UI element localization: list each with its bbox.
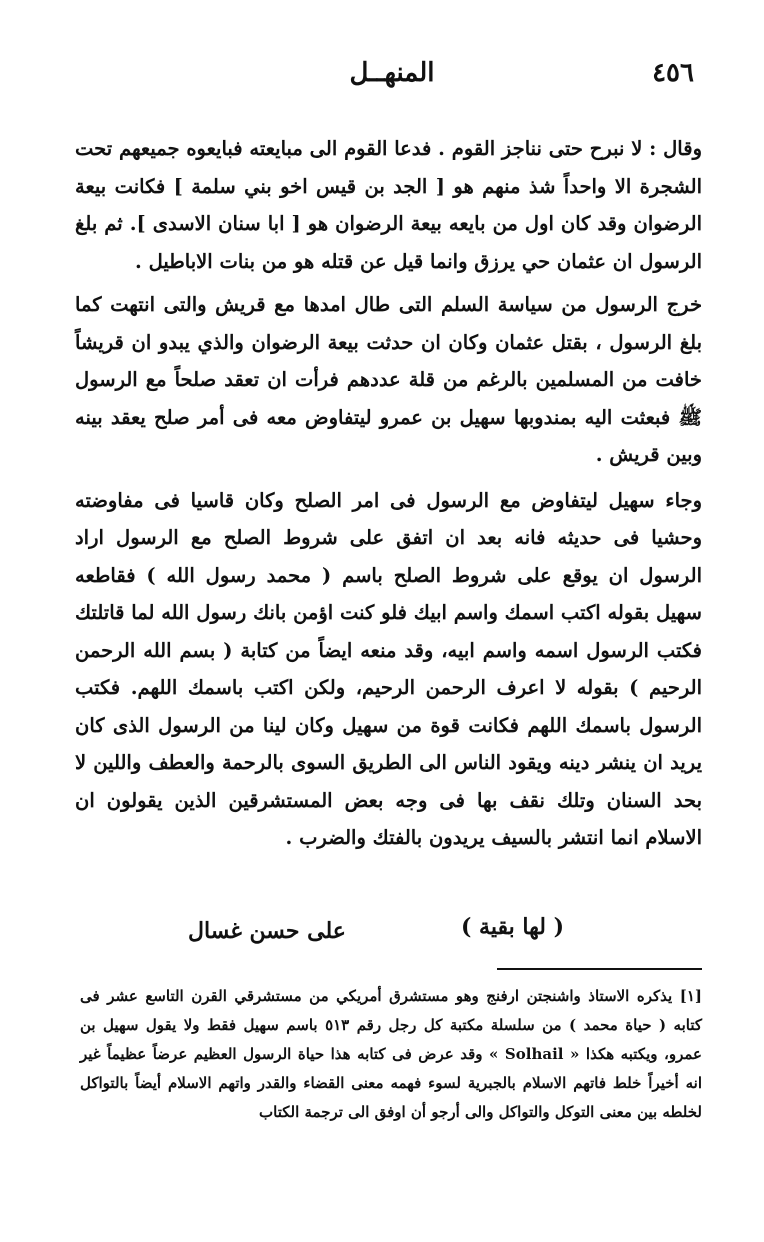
article-body xyxy=(75,130,702,863)
paragraph-3: وجاء سهيل ليتفاوض مع الرسول فى امر الصلح وكان قاسيا فى مفاوضته وحشيا فى حديثه فانه بعد ان اتفق على شروط الصلح مع الرسول اراد الرسول ان يوقع على شروط الصلح باسم ( محمد رسول الله ) فقاطعه سهيل بقوله اكتب اسمك واسم ابيك فلو كنت اؤمن بانك رسول الله لما قاتلتك فكتب الرسول اسمه واسم ابيه، وقد منعه ايضاً من كتابة ( بسم الله الرحمن الرحيم ) بقوله لا اعرف الرحمن الرحيم، ولكن اكتب باسمك اللهم. فكتب الرسول باسمك اللهم فكانت قوة من سهيل وكان لينا من الرسول الذى كان يريد ان ينشر دينه ويقود الناس الى الطريق السوى بالرحمة والعطف واللين لا بحد السنان وتلك نقف بها فى وجه بعض المستشرقين الذين يقولون ان الاسلام انما انتشر بالسيف يريدون بالفتك والضرب . xyxy=(75,488,702,849)
paragraph-1: وقال : لا نبرح حتى نناجز القوم . فدعا القوم الى مبايعته فبايعوه جميعهم تحت الشجرة الا واحداً شذ منهم هو [ الجد بن قيس اخو بني سلمة ] فكانت بيعة الرضوان وقد كان اول من بايعه بيعة الرضوان هو [ ابا سنان الاسدى ]. ثم بلغ الرسول ان عثمان حي يرزق وانما قيل عن قتله هو من بنات الاباطيل . xyxy=(75,137,702,273)
footnote-divider xyxy=(497,968,702,970)
page-header xyxy=(90,58,694,98)
paragraph-2: خرج الرسول من سياسة السلم التى طال امدها مع قريش والتى انتهت كما بلغ الرسول ، بقتل عثمان وكان ان حدثت بيعة الرضوان والذي يبدو ان قريشاً خافت من المسلمين بالرغم من قلة عددهم فرأت ان تعقد صلحاً مع الرسول ﷺ فبعثت اليه بمندوبها سهيل بن عمرو ليتفاوض معه فى أمر صلح يعقد بينه وبين قريش . xyxy=(75,293,702,466)
running-title: المنهــل xyxy=(349,58,435,88)
to-be-continued-note: ( لها بقية ) xyxy=(460,914,564,940)
author-signature: على حسن غسال xyxy=(188,918,346,944)
page-number: ٤٥٦ xyxy=(652,58,694,88)
footnote: [١] يذكره الاستاذ واشنجتن ارفنج وهو مستشرق أمريكي من مستشرقي القرن التاسع عشر فى كتابه ( حياة محمد ) من سلسلة مكتبة كل رجل رقم ٥١٣ باسم سهيل فقط ولا يقول سهيل بن عمرو، ويكتبه هكذا « Solhail » وقد عرض فى كتابه هذا حياة الرسول العظيم عرضاً عظيماً غير انه أخيراً خلط فاتهم الاسلام بالجبرية لسوء فهمه معنى القضاء والقدر واتهم الاسلام أيضاً بالتواكل لخلطه بين معنى التوكل والتواكل والى أرجو أن اوفق الى ترجمة الكتاب xyxy=(80,987,702,1121)
